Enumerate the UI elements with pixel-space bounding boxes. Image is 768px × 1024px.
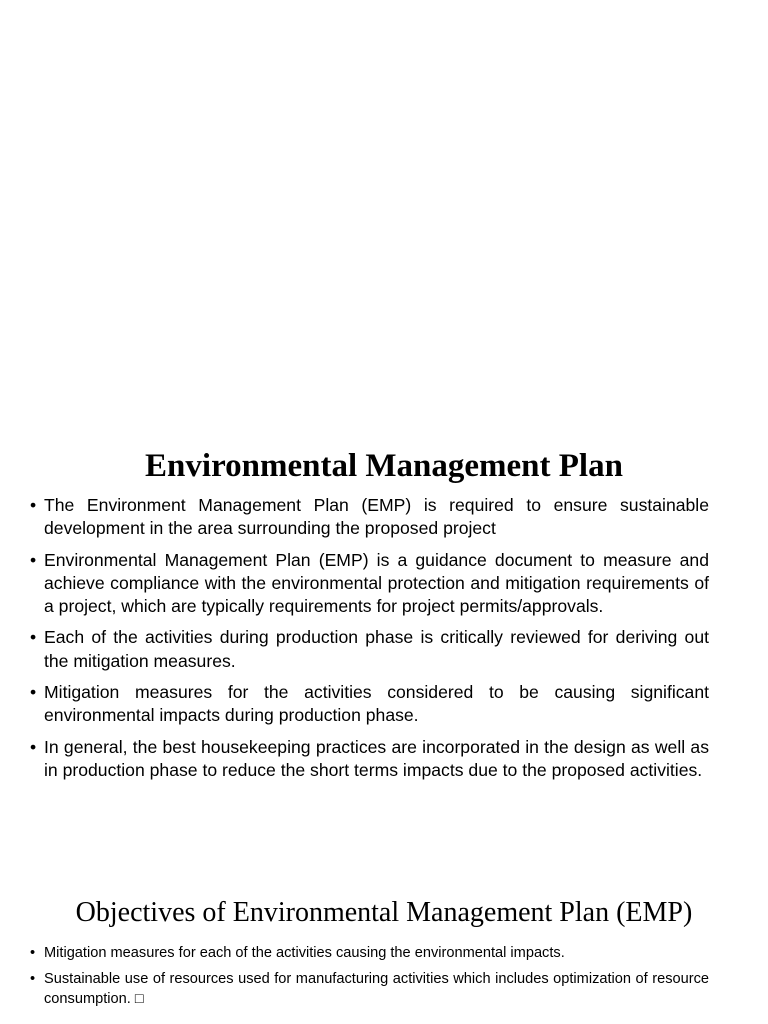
slide-section-emp xyxy=(0,446,768,780)
bullet-item: • Sustainable use of resources used for manufacturing activities which includes optimization of resource consumption. □ xyxy=(30,969,709,1009)
slide-section-objectives xyxy=(0,893,768,1007)
bullet-item: • The Environment Management Plan (EMP) is required to ensure sustainable development in the area surrounding the proposed project xyxy=(30,494,709,541)
bullet-item: • Mitigation measures for each of the activities causing the environmental impacts. xyxy=(30,943,709,963)
bullet-item: • Environmental Management Plan (EMP) is a guidance document to measure and achieve compliance with the environmental protection and mitigation requirements of a project, which are typically requirements for project permits/approvals. xyxy=(30,549,709,619)
bullet-list xyxy=(30,943,709,1015)
bullet-list xyxy=(30,494,709,790)
bullet-item: • In general, the best housekeeping practices are incorporated in the design as well as in production phase to reduce the short terms impacts due to the proposed activities. xyxy=(30,736,709,783)
section-title: Objectives of Environmental Management Plan (EMP) xyxy=(75,897,693,928)
bullet-item: • Mitigation measures for the activities considered to be causing significant environmental impacts during production phase. xyxy=(30,681,709,728)
section-title: Environmental Management Plan xyxy=(145,448,623,484)
bullet-item: • Each of the activities during production phase is critically reviewed for deriving out the mitigation measures. xyxy=(30,626,709,673)
